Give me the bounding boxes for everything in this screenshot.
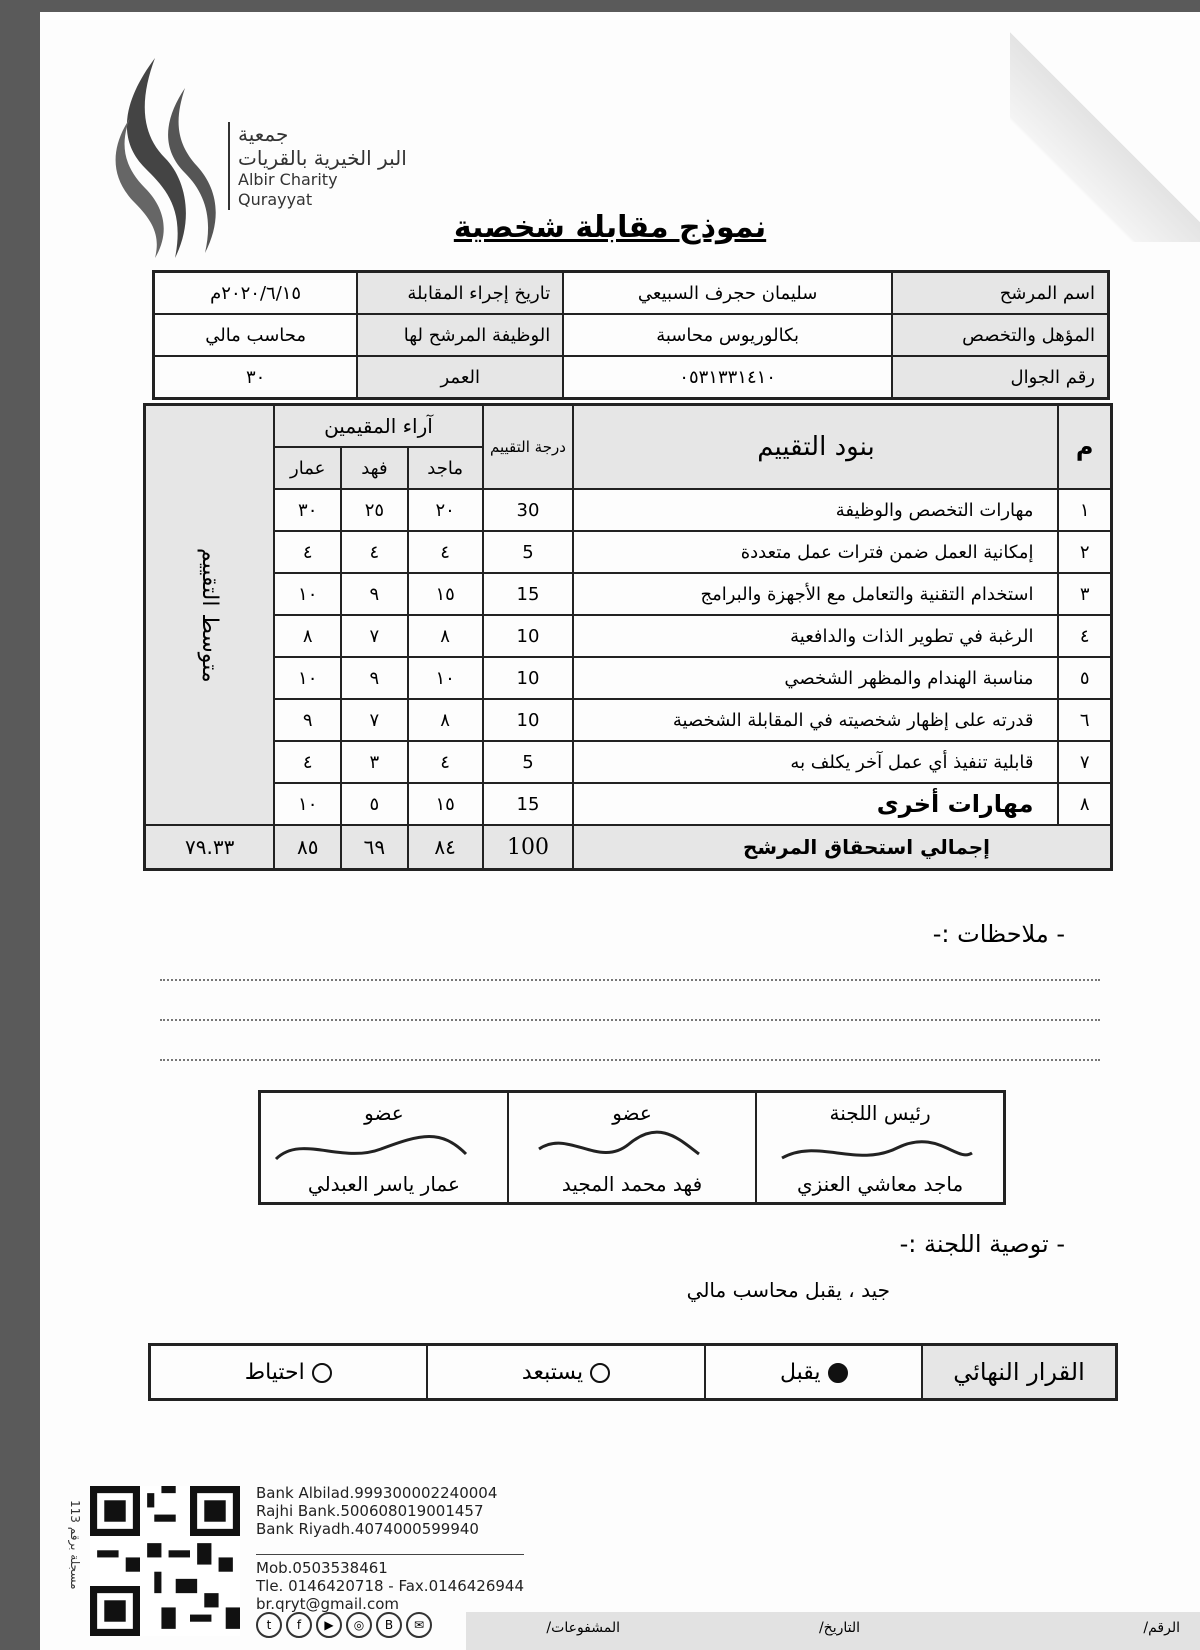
total-score-ammar: ٨٥	[274, 825, 341, 870]
row-degree: 15	[483, 573, 574, 615]
option-label: يستبعد	[521, 1359, 584, 1385]
signature-role: رئيس اللجنة	[829, 1101, 931, 1125]
total-average: ٧٩.٣٣	[145, 825, 275, 870]
col-items-header: بنود التقييم	[573, 405, 1058, 490]
row-score-ammar: ١٠	[274, 657, 341, 699]
evaluation-row	[145, 657, 1112, 699]
row-score-majed: ٢٠	[408, 489, 483, 531]
qr-code-icon	[90, 1486, 240, 1636]
row-score-fahad: ٧	[341, 699, 408, 741]
row-number: ٨	[1058, 783, 1111, 825]
col-number-header: م	[1058, 405, 1111, 490]
logo-english-line2: Qurayyat	[238, 190, 313, 209]
row-score-majed: ١٠	[408, 657, 483, 699]
name-label: اسم المرشح	[892, 272, 1109, 315]
row-number: ٢	[1058, 531, 1111, 573]
notes-line-3	[160, 1058, 1100, 1061]
row-item: استخدام التقنية والتعامل مع الأجهزة والبرامج	[573, 573, 1058, 615]
notes-line-2	[160, 1018, 1100, 1021]
facebook-icon: f	[286, 1612, 312, 1638]
evaluator-majed: ماجد	[408, 447, 483, 489]
row-score-fahad: ٣	[341, 741, 408, 783]
job-label: الوظيفة المرشح لها	[357, 314, 563, 356]
row-score-fahad: ٥	[341, 783, 408, 825]
row-degree: 10	[483, 699, 574, 741]
total-label: إجمالي استحقاق المرشح	[573, 825, 1111, 870]
evaluation-row	[145, 783, 1112, 825]
row-degree: 5	[483, 741, 574, 783]
date-footer-label: التاريخ/	[818, 1620, 860, 1636]
evaluator-fahad: فهد	[341, 447, 408, 489]
decision-option-reserve[interactable]	[150, 1345, 427, 1400]
qualification-value: بكالوريوس محاسبة	[563, 314, 892, 356]
radio-icon[interactable]	[312, 1363, 332, 1383]
twitter-icon: t	[256, 1612, 282, 1638]
row-score-fahad: ٩	[341, 657, 408, 699]
document-title: نموذج مقابلة شخصية	[453, 210, 767, 245]
notes-label: - ملاحظات :-	[932, 920, 1065, 948]
decision-option-reject[interactable]	[427, 1345, 706, 1400]
tel-fax: Tle. 0146420718 - Fax.0146426944	[256, 1577, 525, 1595]
signature-name: ماجد معاشي العنزي	[796, 1172, 964, 1196]
row-degree: 10	[483, 657, 574, 699]
qualification-label: المؤهل والتخصص	[892, 314, 1109, 356]
blog-icon: B	[376, 1612, 402, 1638]
evaluation-row	[145, 741, 1112, 783]
charity-logo-icon	[105, 58, 220, 258]
signature-role: عضو	[612, 1101, 652, 1125]
row-item: مناسبة الهندام والمظهر الشخصي	[573, 657, 1058, 699]
logo-arabic-line1: جمعية	[238, 122, 289, 146]
bank-rajhi: Rajhi Bank.500608019001457	[256, 1502, 484, 1520]
bank-info	[256, 1484, 497, 1538]
col-degree-header: درجة التقييم	[483, 405, 574, 490]
row-score-fahad: ٤	[341, 531, 408, 573]
row-score-ammar: ١٠	[274, 573, 341, 615]
row-number: ٣	[1058, 573, 1111, 615]
row-degree: 5	[483, 531, 574, 573]
handwritten-signature-icon	[777, 1133, 977, 1173]
signature-cell-member2	[260, 1092, 508, 1204]
row-item: مهارات التخصص والوظيفة	[573, 489, 1058, 531]
row-item: قابلية تنفيذ أي عمل آخر يكلف به	[573, 741, 1058, 783]
row-score-fahad: ٧	[341, 615, 408, 657]
evaluation-row	[145, 531, 1112, 573]
row-score-ammar: ٤	[274, 741, 341, 783]
row-score-ammar: ١٠	[274, 783, 341, 825]
col-opinions-header: آراء المقيمين	[274, 405, 482, 448]
evaluator-ammar: عمار	[274, 447, 341, 489]
row-score-fahad: ٢٥	[341, 489, 408, 531]
row-number: ٥	[1058, 657, 1111, 699]
signature-role: عضو	[364, 1101, 404, 1125]
row-number: ١	[1058, 489, 1111, 531]
attachments-label: المشفوعات/	[546, 1620, 620, 1636]
radio-selected-icon[interactable]	[828, 1363, 848, 1383]
row-number: ٧	[1058, 741, 1111, 783]
row-degree: 30	[483, 489, 574, 531]
evaluation-row	[145, 699, 1112, 741]
option-label: احتياط	[244, 1359, 305, 1385]
row-score-majed: ١٥	[408, 783, 483, 825]
age-value: ٣٠	[154, 356, 358, 399]
instagram-icon: ◎	[346, 1612, 372, 1638]
total-degree: 100	[483, 825, 574, 870]
row-score-majed: ١٥	[408, 573, 483, 615]
avg-label: متوسط التقييم	[145, 405, 275, 826]
date-value: ٢٠٢٠/٦/١٥م	[154, 272, 358, 315]
total-score-majed: ٨٤	[408, 825, 483, 870]
row-item: مهارات أخرى	[573, 783, 1058, 825]
evaluation-row	[145, 489, 1112, 531]
row-number: ٦	[1058, 699, 1111, 741]
signature-name: عمار ياسر العبدلي	[307, 1172, 460, 1196]
age-label: العمر	[357, 356, 563, 399]
option-label: يقبل	[779, 1359, 821, 1385]
folded-corner	[1010, 12, 1200, 242]
row-degree: 15	[483, 783, 574, 825]
total-score-fahad: ٦٩	[341, 825, 408, 870]
mobile-label: رقم الجوال	[892, 356, 1109, 399]
evaluation-table	[143, 403, 1113, 871]
row-score-majed: ٨	[408, 699, 483, 741]
signature-name: فهد محمد المجيد	[561, 1172, 703, 1196]
signature-cell-chair	[756, 1092, 1004, 1204]
signatures-table	[258, 1090, 1006, 1205]
decision-label: القرار النهائي	[922, 1345, 1117, 1400]
row-number: ٤	[1058, 615, 1111, 657]
row-item: إمكانية العمل ضمن فترات عمل متعددة	[573, 531, 1058, 573]
row-score-ammar: ٩	[274, 699, 341, 741]
row-item: الرغبة في تطوير الذات والدافعية	[573, 615, 1058, 657]
total-row	[145, 825, 1112, 870]
date-label: تاريخ إجراء المقابلة	[357, 272, 563, 315]
row-score-ammar: ٨	[274, 615, 341, 657]
mobile-number: Mob.0503538461	[256, 1559, 388, 1577]
evaluation-row	[145, 615, 1112, 657]
youtube-icon: ▶	[316, 1612, 342, 1638]
row-degree: 10	[483, 615, 574, 657]
decision-option-accept[interactable]	[705, 1345, 922, 1400]
candidate-info-table	[152, 270, 1110, 400]
charity-logo-text	[228, 122, 428, 210]
handwritten-signature-icon	[271, 1129, 471, 1169]
row-score-majed: ٤	[408, 531, 483, 573]
job-value: محاسب مالي	[154, 314, 358, 356]
mobile-value: ٠٥٣١٣٣١٤١٠	[563, 356, 892, 399]
reference-strip	[466, 1612, 1200, 1650]
handwritten-signature-icon	[529, 1129, 709, 1169]
bank-albilad: Bank Albilad.999300002240004	[256, 1484, 498, 1502]
registration-number: مسجلة برقم 113	[68, 1500, 82, 1590]
radio-icon[interactable]	[590, 1363, 610, 1383]
social-icons	[256, 1612, 436, 1638]
contact-info	[256, 1554, 524, 1613]
row-score-ammar: ٣٠	[274, 489, 341, 531]
name-value: سليمان حجرف السبيعي	[563, 272, 892, 315]
row-score-majed: ٤	[408, 741, 483, 783]
bank-riyadh: Bank Riyadh.4074000599940	[256, 1520, 479, 1538]
row-score-ammar: ٤	[274, 531, 341, 573]
ref-label: الرقم/	[1143, 1620, 1180, 1636]
notes-line-1	[160, 978, 1100, 981]
final-decision-table	[148, 1343, 1118, 1401]
signature-cell-member1	[508, 1092, 756, 1204]
recommendation-label: - توصية اللجنة :-	[899, 1230, 1065, 1258]
mail-icon: ✉	[406, 1612, 432, 1638]
row-score-fahad: ٩	[341, 573, 408, 615]
row-score-majed: ٨	[408, 615, 483, 657]
recommendation-value: جيد ، يقبل محاسب مالي	[686, 1278, 890, 1302]
logo-arabic-line2: البر الخيرية بالقريات	[238, 146, 407, 170]
evaluation-row	[145, 573, 1112, 615]
email: br.qryt@gmail.com	[256, 1595, 399, 1613]
row-item: قدرته على إظهار شخصيته في المقابلة الشخصية	[573, 699, 1058, 741]
logo-english-line1: Albir Charity	[238, 170, 338, 189]
